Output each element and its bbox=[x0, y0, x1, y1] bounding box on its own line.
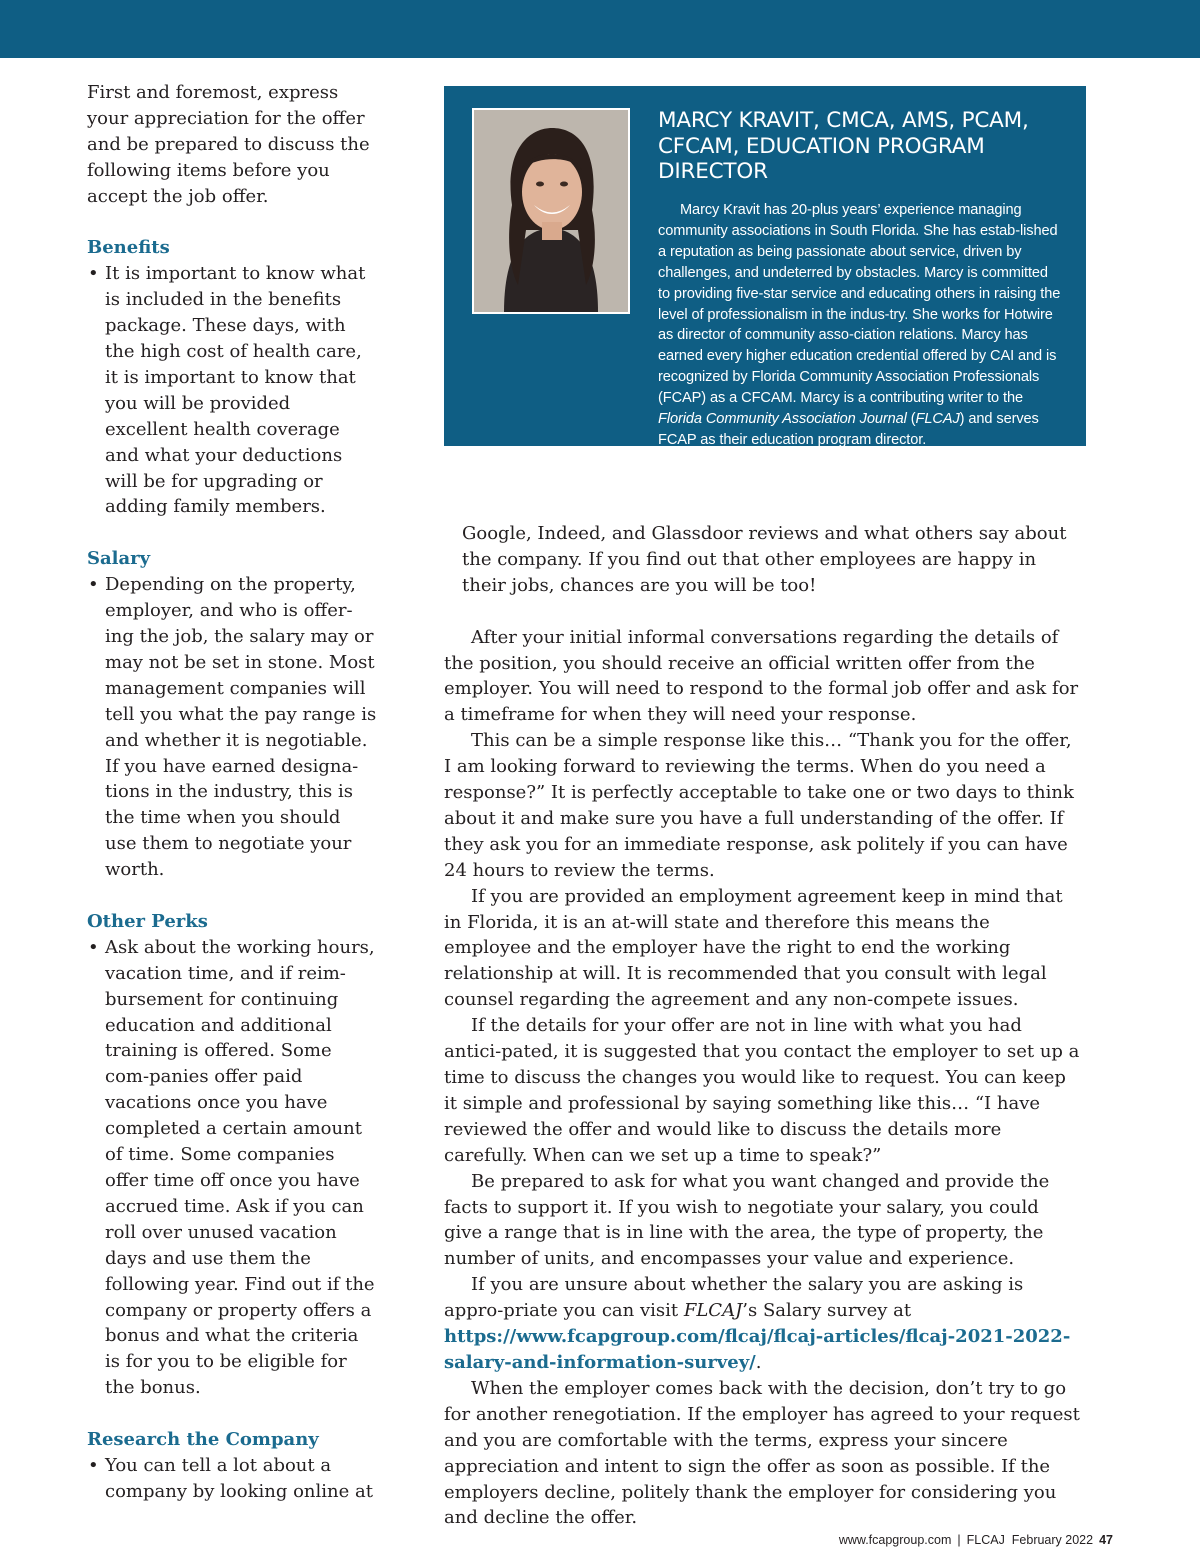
body-paragraph: When the employer comes back with the decision, don’t try to go for another renegotiation. If the employer has agreed to your request and you are comfortable with the terms, express your sincere appreciation and intent to sign the offer as soon as possible. If the employers decline, politely thank the employer for considering you and decline the offer. bbox=[444, 1377, 1080, 1529]
bullet-icon: • bbox=[88, 1454, 99, 1476]
right-column bbox=[444, 521, 1080, 1531]
footer-issue: February 2022 bbox=[1011, 1533, 1094, 1547]
section-heading-other-perks: Other Perks bbox=[87, 910, 208, 932]
bullet-text: It is important to know what is included in the benefits package. These days, with the high cost of health care, it is important to know that you will be provided excellent health coverage and what your deductions will be for upgrading or adding family members. bbox=[105, 263, 366, 518]
survey-text-after: . bbox=[755, 1351, 762, 1373]
footer-publication: FLCAJ bbox=[966, 1533, 1005, 1547]
bullet-text: Ask about the working hours, vacation time, and if reim-bursement for continuing education and additional training is offered. Some com-panies offer paid vacations once you have completed a certain amount of time. Some companies offer time off once you have accrued time. Ask if you can roll over unused vacation days and use them the following year. Find out if the company or property offers a bonus and what the criteria is for you to be eligible for the bonus. bbox=[105, 936, 375, 1399]
section-heading-benefits: Benefits bbox=[87, 237, 170, 259]
body-paragraph: If the details for your offer are not in line with what you had antici-pated, it is suggested that you contact the employer to set up a time to discuss the changes you would like to request. You can keep it simple and professional by saying something like this… “I have reviewed the offer and would like to discuss the details more carefully. When can we set up a time to speak?” bbox=[444, 1015, 1080, 1166]
section-heading-salary: Salary bbox=[87, 548, 151, 570]
author-bio-box bbox=[444, 86, 1086, 446]
bio-text-part-1: Marcy Kravit has 20-plus years’ experience managing community associations in South Florida. She has estab-lished a reputation as being passionate about service, driven by challenges, and undeterred by obstacles. Marcy is committed to providing five-star service and educating others in raising the level of professionalism in the indus-try. She works for Hotwire as director of community asso-ciation relations. Marcy has earned every higher education credential offered by CAI and is recognized by Florida Community Association Professionals (FCAP) as a CFCAM. Marcy is a contributing writer to the bbox=[658, 202, 1061, 407]
journal-name: Florida Community Association Journal bbox=[658, 411, 907, 428]
body-paragraph: This can be a simple response like this… “Thank you for the offer, I am looking forward to reviewing the terms. When do you need a response?” It is perfectly acceptable to take one or two days to think about it and make sure you have a full understanding of the offer. If they ask you for an immediate response, ask politely if you can have 24 hours to review the terms. bbox=[444, 730, 1074, 881]
left-column bbox=[87, 80, 377, 1505]
bio-text-part-2: ( bbox=[906, 411, 916, 428]
intro-paragraph: First and foremost, express your appreciation for the offer and be prepared to discuss the following items before you accept the job offer. bbox=[87, 82, 370, 207]
journal-abbrev: FLCAJ bbox=[915, 411, 960, 428]
footer-separator: | bbox=[957, 1533, 961, 1547]
body-paragraph: After your initial informal conversations regarding the details of the position, you should receive an official written offer from the employer. You will need to respond to the formal job offer and ask for a timeframe for when they will need your response. bbox=[444, 626, 1079, 726]
bullet-text: You can tell a lot about a company by looking online at bbox=[105, 1454, 373, 1502]
top-banner bbox=[0, 0, 1200, 58]
photo-wrap-spacer bbox=[470, 200, 658, 430]
bio-text-part-3: ) and serves FCAP as their education program director. bbox=[658, 411, 1039, 448]
salary-survey-link[interactable]: https://www.fcapgroup.com/flcaj/flcaj-articles/flcaj-2021-2022-salary-and-information-survey/ bbox=[444, 1326, 1071, 1373]
section-heading-research: Research the Company bbox=[87, 1429, 319, 1451]
survey-text-before: If you are unsure about whether the salary you are asking is appro-priate you can visit bbox=[444, 1274, 1024, 1322]
bullet-text: Depending on the property, employer, and who is offer-ing the job, the salary may or may not be set in stone. Most management companies will tell you what the pay range is and whether it is negotiable. If you have earned designa-tions in the industry, this is the time when you should use them to negotiate your worth. bbox=[105, 574, 377, 881]
footer-site: www.fcapgroup.com bbox=[838, 1533, 952, 1547]
bullet-item-research bbox=[87, 1453, 377, 1505]
bio-title: MARCY KRAVIT, CMCA, AMS, PCAM, CFCAM, EDUCATION PROGRAM DIRECTOR bbox=[658, 108, 1029, 184]
bullet-icon: • bbox=[88, 574, 99, 596]
survey-paragraph bbox=[444, 1272, 1080, 1376]
bullet-icon: • bbox=[88, 263, 99, 285]
bullet-item-salary bbox=[87, 572, 377, 883]
page-footer bbox=[839, 1533, 1113, 1547]
bullet-icon: • bbox=[88, 936, 99, 958]
bullet-item-benefits bbox=[87, 261, 377, 520]
bio-text bbox=[470, 200, 1062, 451]
body-paragraph: Be prepared to ask for what you want changed and provide the facts to support it. If you wish to negotiate your salary, you could give a range that is in line with the area, the type of property, the number of units, and encompasses your value and experience. bbox=[444, 1170, 1050, 1270]
continuation-paragraph: Google, Indeed, and Glassdoor reviews and what others say about the company. If you find out that other employees are happy in their jobs, chances are you will be too! bbox=[462, 523, 1067, 596]
survey-text-middle: ’s Salary survey at bbox=[742, 1300, 912, 1322]
body-paragraph: If you are provided an employment agreement keep in mind that in Florida, it is an at-will state and therefore this means the employee and the employer have the right to end the working relationship at will. It is recommended that you consult with legal counsel regarding the agreement and any non-compete issues. bbox=[444, 885, 1063, 1011]
flcaj-name: FLCAJ bbox=[683, 1300, 743, 1322]
page-number: 47 bbox=[1099, 1533, 1113, 1547]
bullet-item-other-perks bbox=[87, 935, 377, 1401]
